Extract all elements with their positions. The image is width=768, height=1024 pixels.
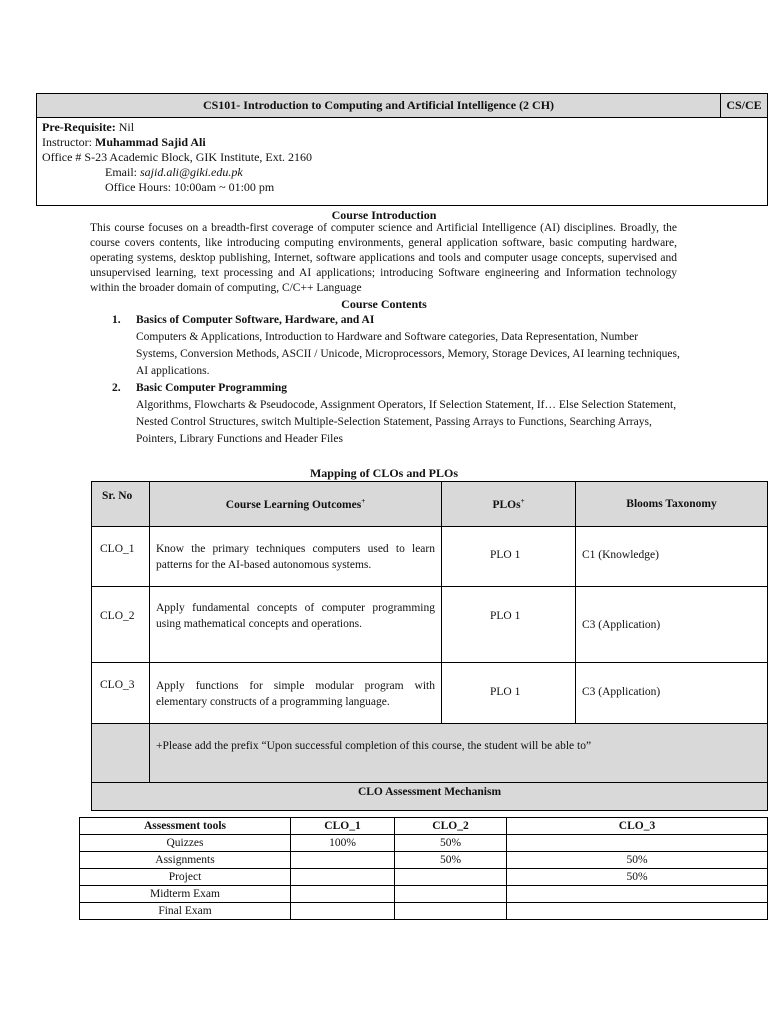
- header-clo2: CLO_2: [395, 818, 507, 835]
- item-number: 2.: [112, 382, 121, 394]
- header-tools: Assessment tools: [80, 818, 291, 835]
- course-info: [37, 118, 767, 195]
- clo1-weight: [291, 869, 395, 886]
- tool-name: Quizzes: [80, 835, 291, 852]
- table-row: [92, 587, 768, 663]
- office-hours-line: Office Hours: 10:00am ~ 01:00 pm: [105, 180, 275, 194]
- clo-id: CLO_3: [92, 663, 150, 724]
- header-sr-no: Sr. No: [92, 482, 150, 527]
- instructor-name: Muhammad Sajid Ali: [95, 135, 206, 149]
- clo3-weight: [507, 886, 768, 903]
- header-clo1: CLO_1: [291, 818, 395, 835]
- office-line: Office # S-23 Academic Block, GIK Institute, Ext. 2160: [42, 150, 313, 164]
- header-clo3: CLO_3: [507, 818, 768, 835]
- table-header-row: [92, 482, 768, 527]
- plo-value: PLO 1: [442, 663, 576, 724]
- table-row: [80, 835, 768, 852]
- clo2-weight: 50%: [395, 835, 507, 852]
- item-text: Algorithms, Flowcharts & Pseudocode, Assignment Operators, If Selection Statement, If… Else Selection Statement, Nested Control Structures, switch Multiple-Selection Statement, Passing Arrays to Functions, Searching Arrays, Pointers, Library Functions and Header Files: [136, 399, 677, 445]
- contents-item: [112, 312, 682, 380]
- clo-description: Apply fundamental concepts of computer programming using mathematical concepts and operations.: [150, 587, 442, 663]
- prereq-label: Pre-Requisite:: [42, 120, 116, 134]
- note-row: [92, 724, 768, 783]
- course-title: CS101- Introduction to Computing and Artificial Intelligence (2 CH): [37, 94, 721, 117]
- header-plo: PLOs+: [442, 482, 576, 527]
- email-line: [42, 165, 767, 180]
- table-header-row: [80, 818, 768, 835]
- header-clo: Course Learning Outcomes+: [150, 482, 442, 527]
- tool-name: Assignments: [80, 852, 291, 869]
- table-row: [80, 886, 768, 903]
- item-number: 1.: [112, 314, 121, 326]
- department-code: CS/CE: [726, 98, 762, 112]
- clo3-weight: 50%: [507, 852, 768, 869]
- item-heading: Basics of Computer Software, Hardware, and AI: [136, 314, 375, 326]
- contents-list: [112, 312, 682, 448]
- mapping-heading: Mapping of CLOs and PLOs: [309, 466, 459, 480]
- tool-name: Project: [80, 869, 291, 886]
- course-title-row: [37, 94, 767, 118]
- blooms-value: C3 (Application): [576, 587, 768, 663]
- clo1-weight: [291, 903, 395, 920]
- clo2-weight: [395, 903, 507, 920]
- clo-id: CLO_2: [92, 587, 150, 663]
- intro-paragraph: This course focuses on a breadth-first coverage of computer science and Artificial Intelligence (AI) disciplines. Broadly, the course covers contents, like introducing computing environments, general application software, basic computing hardware, operating systems, desktop publishing, Internet, software applications and tools and computer usage concepts, supervised and unsupervised learning, text processing and AI applications; introducing Software engineering and Information technology within the broader domain of computing, C/C++ Language: [90, 222, 677, 294]
- plo-value: PLO 1: [442, 527, 576, 587]
- clo-id: CLO_1: [92, 527, 150, 587]
- assessment-table: [79, 817, 768, 920]
- prereq-value: Nil: [115, 120, 135, 134]
- email-link[interactable]: sajid.ali@giki.edu.pk: [140, 165, 243, 179]
- clo-description: Know the primary techniques computers used to learn patterns for the AI-based autonomous systems.: [150, 527, 442, 587]
- prefix-note: +Please add the prefix “Upon successful completion of this course, the student will be able to”: [150, 724, 768, 783]
- clo-plo-mapping-table: [91, 481, 768, 811]
- plo-value: PLO 1: [442, 587, 576, 663]
- blooms-value: C3 (Application): [576, 663, 768, 724]
- header-blooms: Blooms Taxonomy: [576, 482, 768, 527]
- table-row: [80, 903, 768, 920]
- clo-description: Apply functions for simple modular program with elementary constructs of a programming language.: [150, 663, 442, 724]
- clo3-weight: 50%: [507, 869, 768, 886]
- clo1-weight: [291, 886, 395, 903]
- clo3-weight: [507, 903, 768, 920]
- clo3-weight: [507, 835, 768, 852]
- tool-name: Midterm Exam: [80, 886, 291, 903]
- assessment-title-row: [92, 783, 768, 811]
- tool-name: Final Exam: [80, 903, 291, 920]
- course-header-box: [36, 93, 768, 206]
- clo2-weight: [395, 886, 507, 903]
- clo1-weight: [291, 852, 395, 869]
- item-heading: Basic Computer Programming: [136, 382, 287, 394]
- contents-item: [112, 380, 682, 448]
- clo2-weight: 50%: [395, 852, 507, 869]
- clo2-weight: [395, 869, 507, 886]
- instructor-line: [42, 135, 767, 150]
- contents-heading: Course Contents: [341, 297, 427, 311]
- clo1-weight: 100%: [291, 835, 395, 852]
- intro-heading: Course Introduction: [331, 208, 437, 222]
- blooms-value: C1 (Knowledge): [576, 527, 768, 587]
- item-text: Computers & Applications, Introduction to Hardware and Software categories, Data Representation, Number Systems, Conversion Methods, ASCII / Unicode, Microprocessors, Memory, Storage Devices, AI learning techniques, AI applications.: [136, 331, 680, 377]
- table-row: [80, 852, 768, 869]
- table-row: [80, 869, 768, 886]
- instructor-label: Instructor:: [42, 135, 95, 149]
- assessment-heading: CLO Assessment Mechanism: [92, 783, 768, 811]
- table-row: [92, 663, 768, 724]
- email-label: Email:: [105, 165, 140, 179]
- table-row: [92, 527, 768, 587]
- prerequisite-line: [42, 120, 767, 135]
